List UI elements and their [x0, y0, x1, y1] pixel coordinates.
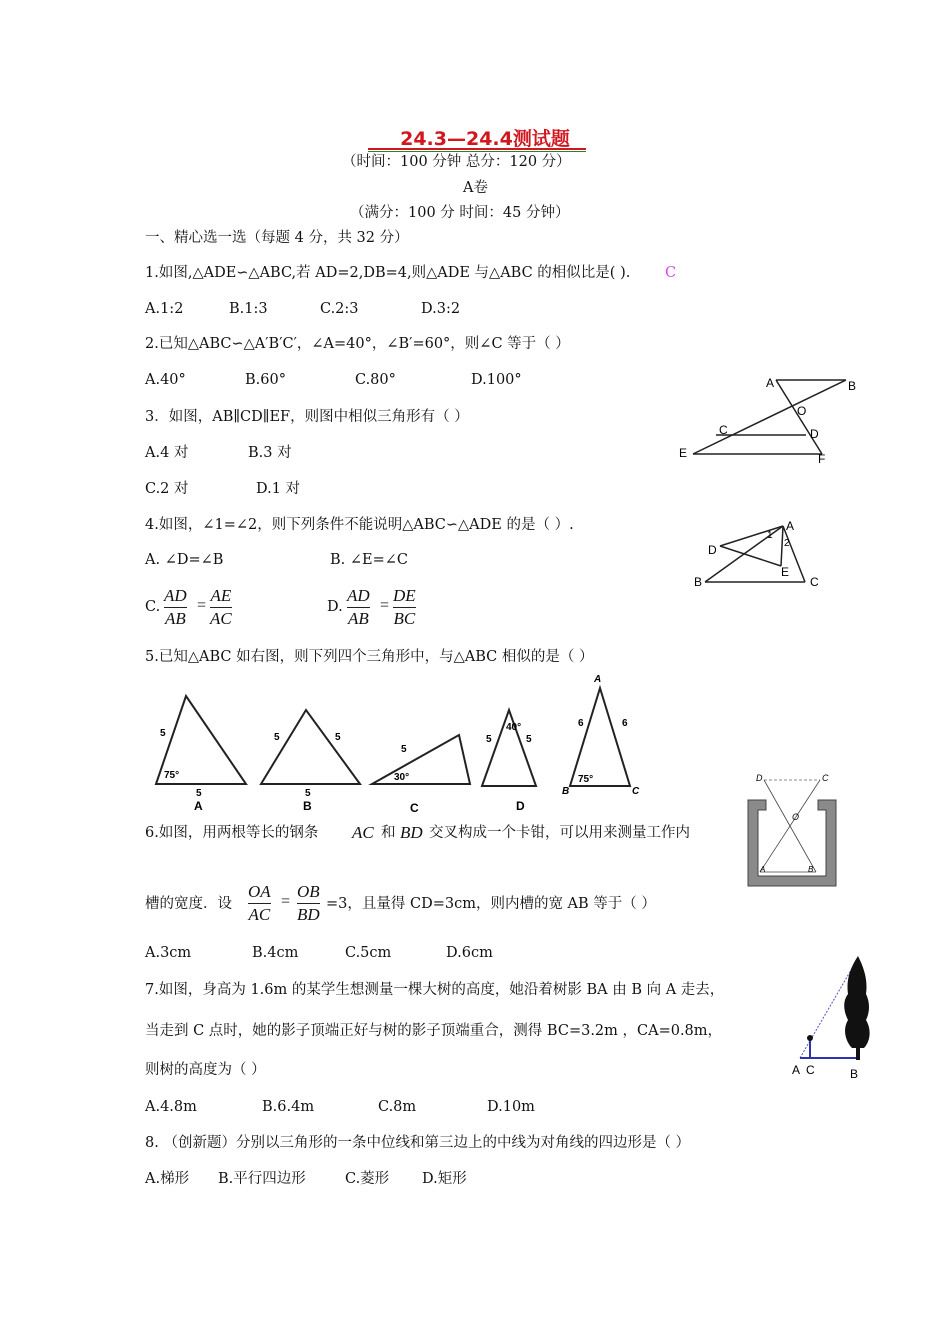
q1-stem: 1.如图,△ADE∽△ABC,若 AD=2,DB=4,则△ADE 与△ABC 的相似比是( ).: [145, 265, 631, 281]
q7-line1: 7.如图，身高为 1.6m 的某学生想测量一棵大树的高度，她沿着树影 BA 由 B 向 A 走去，: [145, 982, 725, 998]
q4-d-fraction-left: [347, 586, 370, 629]
q3-label-e: E: [679, 446, 688, 460]
q5-main-apex: A: [594, 674, 602, 685]
time-info: （时间：100 分钟 总分：120 分）: [342, 154, 571, 170]
q5-main-side1: 6: [578, 718, 584, 729]
q8-stem: 8. （创新题）分别以三角形的一条中位线和第三边上的中线为对角线的四边形是（ ）: [145, 1135, 691, 1151]
frac-denominator: BD: [297, 905, 320, 924]
q5a-angle: 75°: [164, 770, 180, 781]
frac-numerator: OB: [297, 882, 320, 901]
q5b-side1: 5: [274, 732, 280, 743]
q4-label-angle1: 1: [767, 530, 773, 541]
q8-option-a: A.梯形: [145, 1171, 190, 1187]
q5d-angle: 40°: [506, 722, 522, 733]
q6-option-d: D.6cm: [446, 945, 493, 961]
q6-ac: AC: [352, 823, 374, 842]
q5d-side2: 5: [526, 734, 532, 745]
q6-stem-a: 6.如图，用两根等长的钢条: [145, 825, 319, 841]
q7-option-b: B.6.4m: [262, 1099, 315, 1115]
section-title: A卷: [463, 180, 488, 196]
q6-label-a: A: [760, 865, 766, 874]
q6-label-b: B: [808, 865, 814, 874]
frac-denominator: AB: [347, 609, 369, 628]
q4-label-c: C: [810, 575, 819, 589]
q4-option-b: B. ∠E=∠C: [330, 552, 409, 568]
q4-label-e: E: [781, 565, 790, 579]
frac-numerator: AD: [164, 586, 187, 605]
q2-option-d: D.100°: [471, 372, 522, 388]
q6-bd: BD: [400, 823, 423, 842]
q8-option-d: D.矩形: [422, 1171, 467, 1187]
q3-option-b: B.3 对: [248, 445, 292, 461]
q7-figure: [784, 950, 874, 1082]
q5d-name: D: [516, 799, 525, 813]
q6-figure: [746, 770, 838, 888]
q6-fraction-right: [297, 882, 320, 925]
q5-main-c: C: [632, 786, 640, 797]
q5a-side: 5: [160, 728, 166, 739]
q3-label-d: D: [810, 427, 819, 441]
q7-option-d: D.10m: [487, 1099, 535, 1115]
q6-stem-d: =3，且量得 CD=3cm，则内槽的宽 AB 等于（ ）: [326, 896, 656, 912]
q5-stem: 5.已知△ABC 如右图，则下列四个三角形中，与△ABC 相似的是（ ）: [145, 649, 594, 665]
q5b-name: B: [303, 799, 312, 813]
q5c-angle: 30°: [394, 772, 410, 783]
q6-label-d: D: [756, 773, 763, 783]
q5a-name: A: [194, 799, 203, 813]
q4-stem: 4.如图，∠1=∠2，则下列条件不能说明△ABC∽△ADE 的是（ ）.: [145, 517, 574, 533]
student-icon: [807, 1035, 813, 1041]
q4-label-a: A: [786, 519, 795, 533]
q1-option-b: B.1:3: [229, 301, 268, 317]
equals-sign: =: [281, 893, 291, 910]
q4-figure: [690, 516, 830, 592]
q1-option-d: D.3:2: [421, 301, 461, 317]
page-title: 24.3—24.4测试题: [400, 128, 570, 150]
frac-numerator: AD: [347, 586, 370, 605]
q5b-side2: 5: [335, 732, 341, 743]
q4-label-d: D: [708, 543, 717, 557]
equals-sign: =: [197, 597, 207, 614]
q2-option-c: C.80°: [355, 372, 396, 388]
q6-stem-b: 交叉构成一个卡钳，可以用来测量工作内: [429, 825, 690, 841]
q8-option-c: C.菱形: [345, 1171, 390, 1187]
q3-stem: 3．如图，AB∥CD∥EF，则图中相似三角形有（ ）: [145, 409, 469, 425]
q7-label-a: A: [792, 1063, 801, 1077]
q6-label-o: O: [792, 812, 800, 822]
q4-option-d-label: D.: [327, 599, 343, 615]
q7-option-a: A.4.8m: [145, 1099, 197, 1115]
q1-option-a: A.1:2: [145, 301, 184, 317]
q5-main-b: B: [562, 786, 570, 797]
q4-label-b: B: [694, 575, 703, 589]
q5a-base: 5: [196, 788, 202, 799]
q3-figure: [676, 372, 866, 464]
equals-sign: =: [380, 597, 390, 614]
q1-answer-mark: C: [665, 265, 677, 281]
q5b-base: 5: [305, 788, 311, 799]
frac-numerator: DE: [393, 586, 416, 605]
q6-option-a: A.3cm: [145, 945, 192, 961]
q3-label-o: O: [797, 404, 807, 418]
q7-line3: 则树的高度为（ ）: [145, 1062, 266, 1078]
q4-label-angle2: 2: [784, 538, 790, 549]
q8-option-b: B.平行四边形: [218, 1171, 306, 1187]
q4-option-a: A. ∠D=∠B: [145, 552, 224, 568]
q4-c-fraction-left: [164, 586, 187, 629]
q7-line2: 当走到 C 点时，她的影子顶端正好与树的影子顶端重合，测得 BC=3.2m ，CA=0.8m，: [145, 1023, 723, 1039]
frac-denominator: BC: [393, 609, 416, 628]
q7-option-c: C.8m: [378, 1099, 417, 1115]
frac-denominator: AC: [210, 609, 232, 628]
q5c-side: 5: [401, 744, 407, 755]
q3-option-c: C.2 对: [145, 481, 189, 497]
q6-label-c: C: [822, 773, 829, 783]
q3-label-c: C: [719, 423, 728, 437]
q4-d-fraction-right: [393, 586, 416, 629]
q7-label-c: C: [806, 1063, 815, 1077]
q6-option-c: C.5cm: [345, 945, 392, 961]
q5d-side1: 5: [486, 734, 492, 745]
q5-main-angle: 75°: [578, 774, 594, 785]
q2-option-a: A.40°: [145, 372, 186, 388]
q6-stem-c: 槽的宽度．设: [145, 896, 232, 912]
tree-icon: [844, 956, 869, 1060]
q6-option-b: B.4cm: [252, 945, 299, 961]
q3-label-a: A: [766, 376, 775, 390]
q4-option-c-label: C.: [145, 599, 161, 615]
frac-denominator: AC: [248, 905, 271, 924]
q7-label-b: B: [850, 1067, 859, 1081]
frac-numerator: OA: [248, 882, 271, 901]
q5-main-side2: 6: [622, 718, 628, 729]
section-info: （满分：100 分 时间：45 分钟）: [350, 205, 570, 221]
part-heading: 一、精心选一选（每题 4 分，共 32 分）: [145, 230, 409, 246]
frac-denominator: AB: [164, 609, 186, 628]
q6-and: 和: [381, 825, 396, 841]
q3-option-d: D.1 对: [256, 481, 301, 497]
title-underline: [368, 148, 586, 150]
q3-label-f: F: [818, 452, 826, 466]
q3-label-b: B: [848, 379, 857, 393]
q2-option-b: B.60°: [245, 372, 286, 388]
q1-option-c: C.2:3: [320, 301, 359, 317]
q2-stem: 2.已知△ABC∽△A′B′C′，∠A=40°，∠B′=60°，则∠C 等于（ ）: [145, 336, 570, 352]
frac-numerator: AE: [210, 586, 232, 605]
q4-c-fraction-right: [210, 586, 232, 629]
q5-figures: [148, 670, 698, 818]
q5c-name: C: [410, 801, 419, 815]
q6-fraction-left: [248, 882, 271, 925]
q3-option-a: A.4 对: [145, 445, 189, 461]
